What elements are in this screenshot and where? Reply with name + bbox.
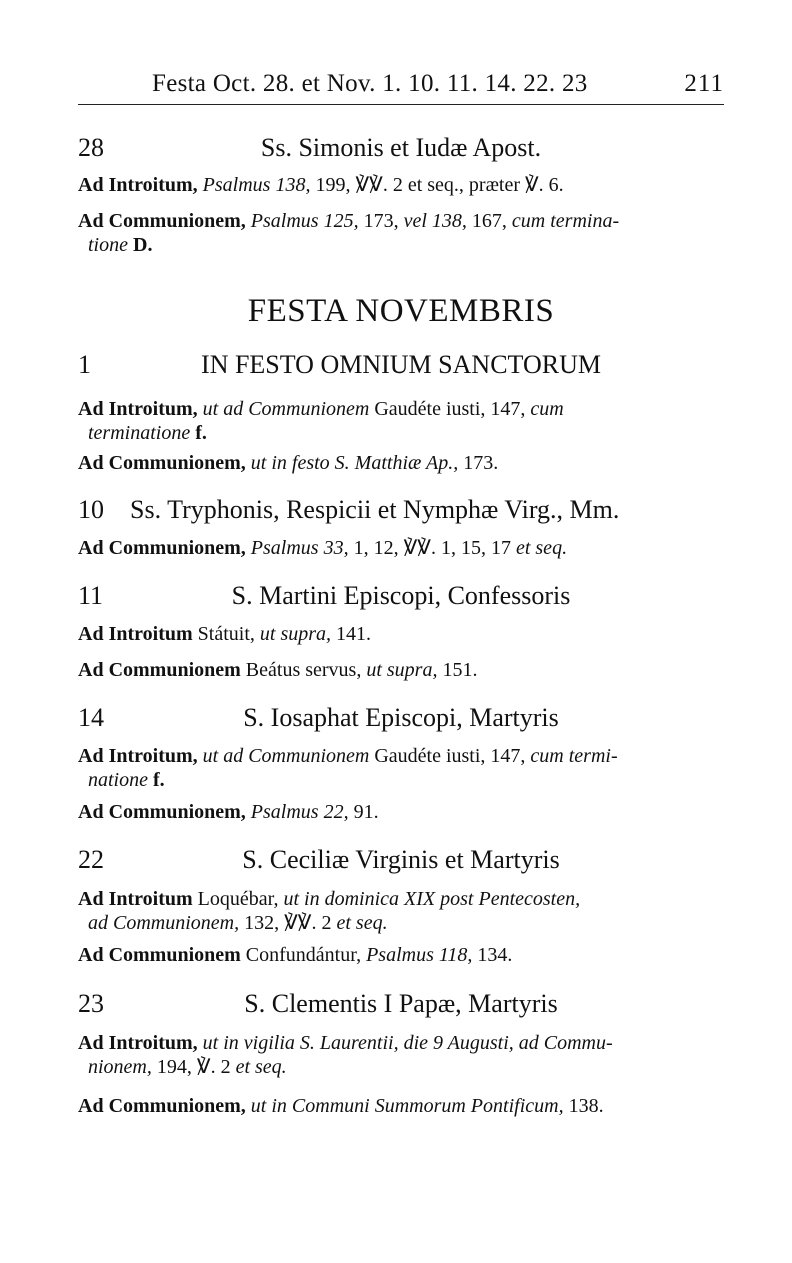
entry-text: cum termi- (530, 745, 618, 767)
introitum-entry: Ad Introitum, Psalmus 138, 199, ℣℣. 2 et seq., præter ℣. 6. (78, 174, 564, 196)
entry-text: f. (195, 422, 207, 444)
feast-day: 11 (78, 581, 104, 610)
feast-day: 23 (78, 989, 104, 1018)
entry-label: Ad Introitum (78, 745, 193, 767)
entry-label: Ad Introitum (78, 623, 193, 645)
feast-heading-nov-11 (78, 581, 724, 615)
communionem-entry: Ad Communionem, Psalmus 33, 1, 12, ℣℣. 1, 15, 17 et seq. (78, 537, 568, 559)
entry-text: 151. (442, 659, 478, 681)
feast-day: 10 (78, 495, 104, 524)
feast-heading-nov-1 (78, 350, 724, 384)
feast-title: IN FESTO OMNIUM SANCTORUM (201, 350, 601, 379)
entry-label: Ad Communionem (78, 452, 241, 474)
entry-text: cum (530, 398, 564, 420)
entry-text: 132, ℣℣. 2 (244, 912, 332, 934)
feast-heading-nov-14 (78, 703, 724, 737)
entry-text: terminatione (88, 422, 191, 444)
entry-text: cum termina- (511, 210, 620, 232)
entry-label: Ad Communionem (78, 944, 241, 966)
entry-label: Ad Communionem (78, 659, 241, 681)
feast-title: S. Clementis I Papæ, Martyris (244, 989, 558, 1018)
communionem-entry: Ad Communionem, Psalmus 125, 173, vel 138, 167, cum termina- tione D. (78, 210, 620, 256)
running-header (78, 70, 724, 105)
entry-text: et seq. (336, 912, 388, 934)
communionem-entry (78, 658, 724, 682)
introitum-entry (78, 622, 724, 646)
entry-text: Gaudéte iusti, 147, (374, 745, 526, 767)
feast-heading-nov-23 (78, 989, 724, 1023)
page-number: 211 (684, 70, 724, 97)
entry-text: ad Communionem, (88, 912, 240, 934)
feast-heading-nov-10 (78, 495, 724, 529)
feast-title: S. Martini Episcopi, Confessoris (231, 581, 571, 610)
communionem-entry: Ad Communionem, ut in Communi Summorum Pontificum, 138. (78, 1095, 604, 1117)
entry-text: 167, (471, 210, 507, 232)
communionem-entry: Ad Communionem, ut in festo S. Matthiæ Ap., 173. (78, 452, 499, 474)
feast-title: Ss. Simonis et Iudæ Apost. (260, 133, 542, 162)
entry-text: ut ad Communionem (202, 398, 370, 420)
entry-text: D. (133, 234, 153, 256)
entry-label: Ad Introitum (78, 1032, 193, 1054)
introitum-entry (78, 887, 724, 935)
entry-text: nionem, (88, 1056, 152, 1078)
entry-text: vel 138, (403, 210, 467, 232)
introitum-entry: Ad Introitum, ut ad Communionem Gaudéte iusti, 147, cum termi- natione f. (78, 745, 618, 791)
entry-text: Confundántur, (245, 944, 362, 966)
feast-day: 28 (78, 133, 104, 162)
entry-text: Loquébar, (197, 888, 279, 910)
entry-text: Psalmus 125, (250, 210, 359, 232)
feast-heading-oct-28 (78, 133, 724, 167)
psalm-ref: Psalmus 138, (202, 174, 311, 196)
introitum-entry: Ad Introitum, ut ad Communionem Gaudéte iusti, 147, cum terminatione f. (78, 398, 564, 444)
feast-title: Ss. Tryphonis, Respicii et Nymphæ Virg., Mm. (130, 495, 620, 524)
entry-text: et seq. (515, 537, 568, 559)
entry-label: Ad Communionem (78, 210, 241, 232)
feast-title: S. Ceciliæ Virginis et Martyris (242, 845, 560, 874)
entry-text: 91. (353, 801, 379, 823)
entry-text: 173. (463, 452, 499, 474)
entry-text: ut supra, (259, 623, 332, 645)
entry-text: ut in festo S. Matthiæ Ap., (250, 452, 459, 474)
entry-label: Ad Introitum (78, 888, 193, 910)
entry-text: ut in dominica XIX post Pentecosten, (283, 888, 581, 910)
entry-text: Psalmus 33, (250, 537, 349, 559)
entry-text: ut in vigilia S. Laurentii, die 9 Augusti, ad Commu- (202, 1032, 613, 1054)
feast-heading-nov-22 (78, 845, 724, 879)
feast-day: 14 (78, 703, 104, 732)
entry-label: Ad Introitum (78, 398, 193, 420)
entry-text: ut supra, (366, 659, 438, 681)
entry-label: Ad Communionem (78, 801, 241, 823)
entry-text: 173, (363, 210, 399, 232)
communionem-entry (78, 943, 724, 967)
feast-day: 22 (78, 845, 104, 874)
entry-text: Psalmus 22, (250, 801, 349, 823)
entry-text: 194, ℣. 2 (156, 1056, 231, 1078)
entry-text: f. (153, 769, 165, 791)
entry-text: ut ad Communionem (202, 745, 370, 767)
entry-label: Ad Communionem (78, 1095, 241, 1117)
entry-text: tione (88, 234, 128, 256)
communionem-entry: Ad Communionem, Psalmus 22, 91. (78, 801, 379, 823)
entry-text: et seq. (235, 1056, 287, 1078)
entry-label: Ad Introitum (78, 174, 193, 196)
feast-title: S. Iosaphat Episcopi, Martyris (243, 703, 559, 732)
entry-text: natione (88, 769, 148, 791)
entry-text: 138. (568, 1095, 604, 1117)
header-title: Festa Oct. 28. et Nov. 1. 10. 11. 14. 22. 23 (152, 70, 588, 97)
section-heading: FESTA NOVEMBRIS (247, 293, 555, 329)
feast-day: 1 (78, 350, 91, 379)
entry-text: Státuit, (197, 623, 255, 645)
entry-text: Gaudéte iusti, 147, (374, 398, 526, 420)
entry-text: 199, ℣℣. 2 et seq., præter ℣. 6. (315, 174, 564, 196)
entry-text: 141. (336, 623, 372, 645)
entry-text: 134. (477, 944, 513, 966)
entry-label: Ad Communionem (78, 537, 241, 559)
entry-text: Beátus servus, (245, 659, 362, 681)
introitum-entry: Ad Introitum, ut in vigilia S. Laurentii, die 9 Augusti, ad Commu- nionem, 194, ℣. 2 et seq. (78, 1032, 613, 1078)
entry-text: 1, 12, ℣℣. 1, 15, 17 (353, 537, 511, 559)
entry-text: Psalmus 118, (366, 944, 473, 966)
entry-text: ut in Communi Summorum Pontificum, (250, 1095, 564, 1117)
